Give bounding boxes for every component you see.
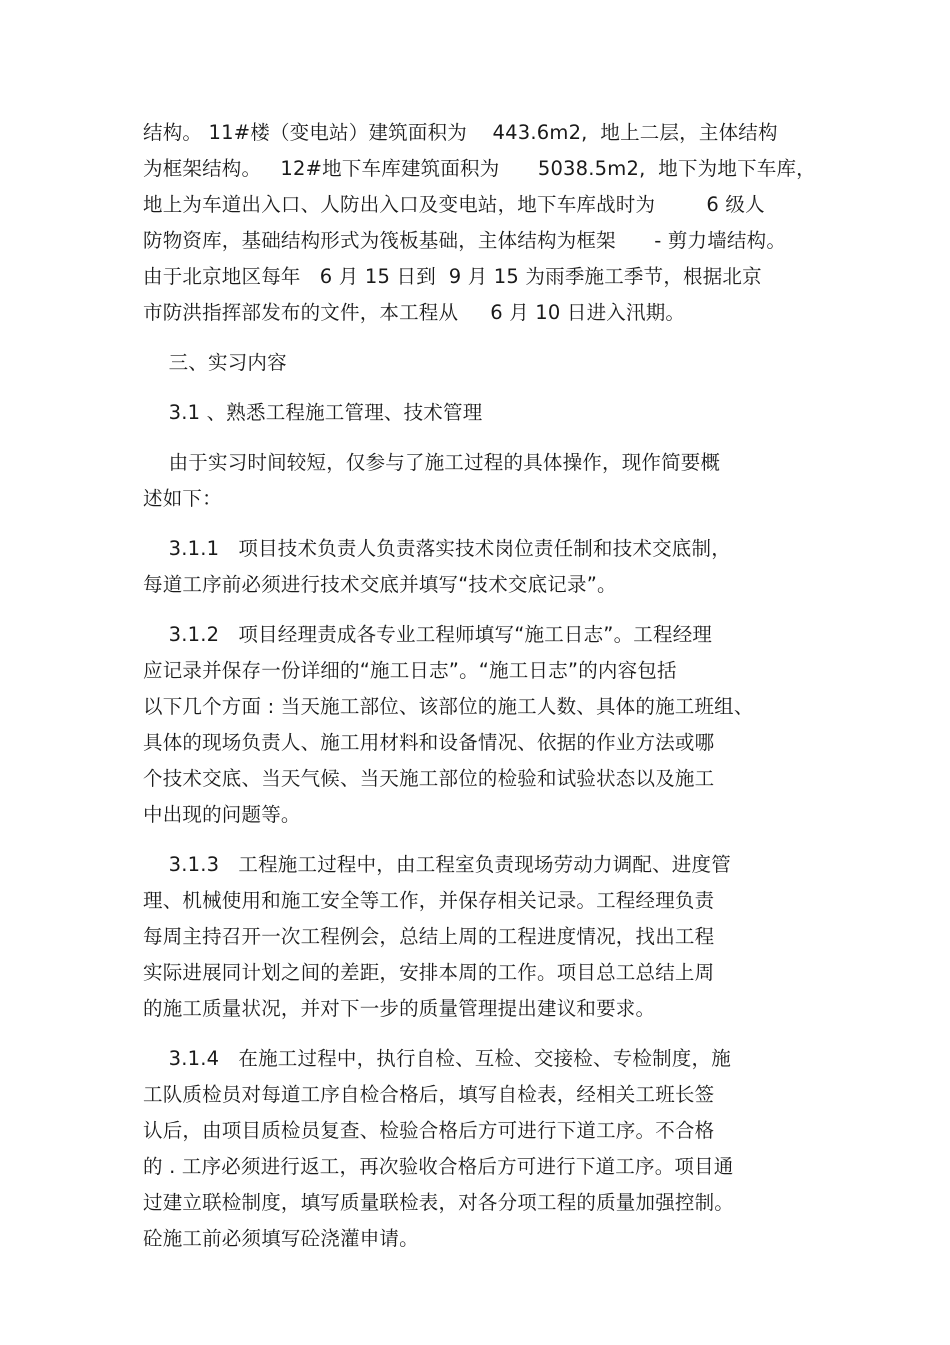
section-heading: 三、实习内容 xyxy=(143,351,287,374)
text-line: 的施工质量状况，并对下一步的质量管理提出建议和要求。 xyxy=(143,997,656,1020)
text-line: 3.1.1 项目技术负责人负责落实技术岗位责任制和技术交底制， xyxy=(143,537,731,560)
text-line: 3.1.2 项目经理责成各专业工程师填写“施工日志”。工程经理 xyxy=(143,623,713,646)
text-line: 3.1.4 在施工过程中，执行自检、互检、交接检、专检制度，施 xyxy=(143,1047,731,1070)
item-3-1-4 xyxy=(143,1041,823,1257)
text-line: 具体的现场负责人、施工用材料和设备情况、依据的作业方法或哪 xyxy=(143,731,715,754)
text-line: 认后，由项目质检员复查、检验合格后方可进行下道工序。不合格 xyxy=(143,1119,715,1142)
text-line: 砼施工前必须填写砼浇灌申请。 xyxy=(143,1227,419,1250)
summary-paragraph xyxy=(143,445,823,517)
text-line: 地上为车道出入口、人防出入口及变电站，地下车库战时为 6 级人 xyxy=(143,193,765,216)
text-line: 个技术交底、当天气候、当天施工部位的检验和试验状态以及施工 xyxy=(143,767,715,790)
text-line: 应记录并保存一份详细的“施工日志”。“施工日志”的内容包括 xyxy=(143,659,677,682)
text-line: 以下几个方面 : 当天施工部位、该部位的施工人数、具体的施工班组、 xyxy=(143,695,754,718)
text-line: 的 . 工序必须进行返工，再次验收合格后方可进行下道工序。项目通 xyxy=(143,1155,734,1178)
text-line: 每道工序前必须进行技术交底并填写“技术交底记录”。 xyxy=(143,573,617,596)
text-line: 为框架结构。 12#地下车库建筑面积为 5038.5m2, 地下为地下车库， xyxy=(143,157,816,180)
text-line: 每周主持召开一次工程例会，总结上周的工程进度情况，找出工程 xyxy=(143,925,715,948)
text-line: 中出现的问题等。 xyxy=(143,803,301,826)
text-line: 3.1.3 工程施工过程中，由工程室负责现场劳动力调配、进度管 xyxy=(143,853,731,876)
text-line: 防物资库，基础结构形式为筏板基础，主体结构为框架 - 剪力墙结构。 xyxy=(143,229,787,252)
subsection-heading: 3.1 、熟悉工程施工管理、技术管理 xyxy=(143,401,483,424)
text-line: 由于实习时间较短，仅参与了施工过程的具体操作，现作简要概 xyxy=(143,451,721,474)
item-3-1-3 xyxy=(143,847,823,1027)
intro-paragraph xyxy=(143,115,823,331)
text-line: 过建立联检制度，填写质量联检表，对各分项工程的质量加强控制。 xyxy=(143,1191,735,1214)
text-line: 工队质检员对每道工序自检合格后，填写自检表，经相关工班长签 xyxy=(143,1083,715,1106)
text-line: 理、机械使用和施工安全等工作，并保存相关记录。工程经理负责 xyxy=(143,889,715,912)
document-body xyxy=(143,115,823,1257)
text-line: 述如下： xyxy=(143,487,222,510)
text-line: 由于北京地区每年 6 月 15 日到 9 月 15 为雨季施工季节，根据北京 xyxy=(143,265,762,288)
text-line: 结构。 11#楼（变电站）建筑面积为 443.6m2, 地上二层，主体结构 xyxy=(143,121,778,144)
text-line: 实际进展同计划之间的差距，安排本周的工作。项目总工总结上周 xyxy=(143,961,715,984)
item-3-1-1 xyxy=(143,531,823,603)
text-line: 市防洪指挥部发布的文件，本工程从 6 月 10 日进入汛期。 xyxy=(143,301,686,324)
item-3-1-2 xyxy=(143,617,823,833)
